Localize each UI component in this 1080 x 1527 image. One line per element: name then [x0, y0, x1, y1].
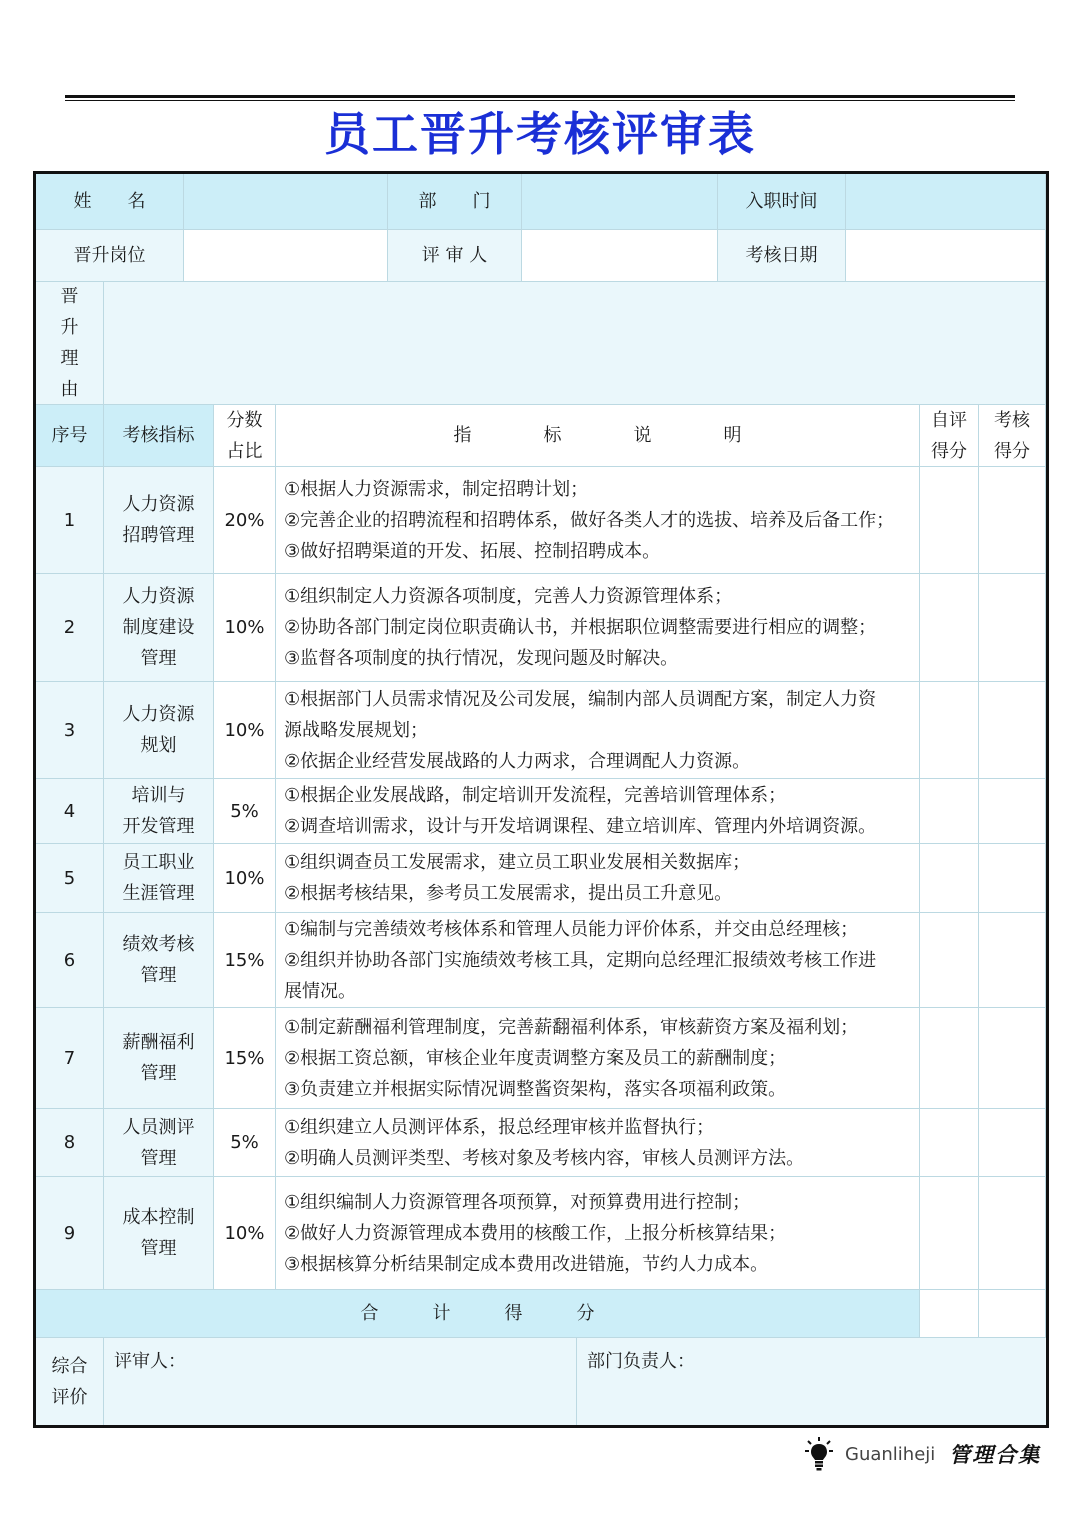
review-score-cell[interactable] — [979, 844, 1046, 913]
summary-label — [36, 1338, 104, 1425]
review-date-label: 考核日期 — [718, 230, 846, 282]
brand-english: Guanliheji — [845, 1443, 936, 1465]
row-description — [276, 574, 920, 682]
row-indicator — [104, 779, 214, 844]
reviewer-label: 评 审 人 — [388, 230, 522, 282]
row-description — [276, 682, 920, 779]
weight-header-line: 分数 — [226, 409, 263, 431]
reason-char: 升 — [60, 317, 79, 338]
description-line: ①编制与完善绩效考核体系和管理人员能力评价体系，并交由总经理核； — [284, 918, 859, 940]
description-line: ②调查培训需求，设计与开发培调课程、建立培训库、管理内外培调资源。 — [284, 816, 877, 837]
row-indicator — [104, 682, 214, 779]
self-score-cell[interactable] — [920, 779, 979, 844]
indicator-line: 管理 — [140, 965, 177, 986]
lightbulb-icon — [805, 1437, 833, 1471]
row-weight: 15% — [214, 1008, 276, 1109]
indicator-line: 人力资源 — [122, 586, 195, 607]
row-description — [276, 913, 920, 1008]
brand-footer — [805, 1436, 1041, 1472]
self-score-cell[interactable] — [920, 467, 979, 574]
description-line: ②完善企业的招聘流程和招聘体系，做好各类人才的选拔、培养及后备工作； — [284, 509, 895, 531]
indicator-line: 成本控制 — [122, 1207, 195, 1228]
row-indicator — [104, 574, 214, 682]
review-score-cell[interactable] — [979, 574, 1046, 682]
row-seq: 7 — [36, 1008, 104, 1109]
review-score-cell[interactable] — [979, 1177, 1046, 1290]
description-line: ②做好人力资源管理成本费用的核酸工作，上报分析核算结果； — [284, 1222, 787, 1244]
row-description — [276, 779, 920, 844]
description-line: ②依据企业经营发展战路的人力两求，合理调配人力资源。 — [284, 750, 751, 772]
row-seq: 5 — [36, 844, 104, 913]
self-score-header-line: 自评 — [931, 409, 967, 431]
review-score-cell[interactable] — [979, 1008, 1046, 1109]
row-seq: 8 — [36, 1109, 104, 1177]
weight-header — [214, 405, 276, 467]
description-line: ②根据考核结果，参考员工发展需求，提出员工升意见。 — [284, 883, 733, 904]
reason-field[interactable] — [104, 282, 1046, 405]
row-weight: 5% — [214, 1109, 276, 1177]
summary-label-line: 综合 — [51, 1355, 88, 1377]
row-indicator — [104, 844, 214, 913]
indicator-line: 管理 — [140, 1147, 177, 1169]
row-indicator — [104, 467, 214, 574]
self-score-cell[interactable] — [920, 574, 979, 682]
description-line: ①根据企业发展战路，制定培训开发流程，完善培训管理体系； — [284, 785, 787, 806]
description-line: ①根据人力资源需求，制定招聘计划； — [284, 478, 589, 500]
self-score-cell[interactable] — [920, 913, 979, 1008]
row-weight: 10% — [214, 682, 276, 779]
row-description — [276, 467, 920, 574]
row-indicator — [104, 913, 214, 1008]
row-seq: 2 — [36, 574, 104, 682]
reason-label — [36, 282, 104, 405]
review-score-cell[interactable] — [979, 779, 1046, 844]
reviewer-field[interactable] — [522, 230, 718, 282]
row-indicator — [104, 1008, 214, 1109]
indicator-line: 制度建设 — [122, 617, 195, 638]
summary-dept-head-field[interactable]: 部门负责人： — [577, 1338, 1046, 1425]
row-seq: 9 — [36, 1177, 104, 1290]
self-score-header — [920, 405, 979, 467]
self-score-header-line: 得分 — [931, 440, 967, 462]
description-line: ①组织建立人员测评体系，报总经理审核并监督执行； — [284, 1116, 715, 1138]
description-line: ③做好招聘渠道的开发、拓展、控制招聘成本。 — [284, 540, 661, 562]
indicator-line: 培训与 — [131, 785, 186, 806]
row-weight: 15% — [214, 913, 276, 1008]
weight-header-line: 占比 — [226, 440, 263, 462]
total-self-score-cell[interactable] — [920, 1290, 979, 1338]
description-line: ①组织制定人力资源各项制度，完善人力资源管理体系； — [284, 586, 733, 607]
self-score-cell[interactable] — [920, 682, 979, 779]
review-score-cell[interactable] — [979, 467, 1046, 574]
description-line: ②协助各部门制定岗位职责确认书，并根据职位调整需要进行相应的调整； — [284, 617, 877, 638]
row-description — [276, 1008, 920, 1109]
reason-char: 由 — [60, 379, 79, 400]
description-line: ②明确人员测评类型、考核对象及考核内容，审核人员测评方法。 — [284, 1147, 805, 1169]
indicator-line: 生涯管理 — [122, 883, 195, 904]
review-score-header — [979, 405, 1046, 467]
description-line: 展情况。 — [284, 980, 356, 1002]
review-score-cell[interactable] — [979, 913, 1046, 1008]
hire-date-field[interactable] — [846, 174, 1046, 230]
indicator-line: 管理 — [140, 1063, 177, 1084]
review-form-table — [33, 171, 1049, 1428]
description-header: 指 标 说 明 — [276, 405, 920, 467]
indicator-line: 规划 — [140, 735, 177, 756]
description-line: ①根据部门人员需求情况及公司发展，编制内部人员调配方案，制定人力资 — [284, 688, 877, 710]
reason-char: 晋 — [60, 286, 79, 307]
review-score-cell[interactable] — [979, 682, 1046, 779]
row-weight: 10% — [214, 844, 276, 913]
review-score-cell[interactable] — [979, 1109, 1046, 1177]
brand-chinese: 管理合集 — [949, 1442, 1042, 1467]
position-label: 晋升岗位 — [36, 230, 184, 282]
row-indicator — [104, 1177, 214, 1290]
description-line: ①制定薪酬福利管理制度，完善薪翻福利体系，审核薪资方案及福利划； — [284, 1016, 859, 1038]
indicator-line: 薪酬福利 — [122, 1032, 195, 1053]
indicator-line: 管理 — [140, 648, 177, 669]
indicator-header: 考核指标 — [104, 405, 214, 467]
row-indicator — [104, 1109, 214, 1177]
row-weight: 20% — [214, 467, 276, 574]
self-score-cell[interactable] — [920, 1109, 979, 1177]
description-line: ③监督各项制度的执行情况，发现问题及时解决。 — [284, 648, 679, 669]
dept-field[interactable] — [522, 174, 718, 230]
position-field[interactable] — [184, 230, 388, 282]
review-date-field[interactable] — [846, 230, 1046, 282]
description-line: ③负责建立并根据实际情况调整酱资架构，落实各项福利政策。 — [284, 1078, 787, 1100]
name-field[interactable] — [184, 174, 388, 230]
row-weight: 10% — [214, 1177, 276, 1290]
self-score-cell[interactable] — [920, 1177, 979, 1290]
row-weight: 5% — [214, 779, 276, 844]
self-score-cell[interactable] — [920, 1008, 979, 1109]
row-description — [276, 844, 920, 913]
row-description — [276, 1109, 920, 1177]
description-line: 源战略发展规划； — [284, 719, 428, 741]
indicator-line: 员工职业 — [122, 852, 195, 873]
dept-label: 部 门 — [388, 174, 522, 230]
indicator-line: 人员测评 — [122, 1116, 195, 1138]
indicator-line: 招聘管理 — [122, 525, 195, 546]
row-seq: 1 — [36, 467, 104, 574]
review-score-header-line: 考核 — [994, 409, 1030, 431]
description-line: ①组织编制人力资源管理各项预算，对预算费用进行控制； — [284, 1191, 751, 1213]
review-score-header-line: 得分 — [994, 440, 1030, 462]
row-seq: 4 — [36, 779, 104, 844]
page-title: 员工晋升考核评审表 — [324, 107, 756, 161]
description-line: ②根据工资总额，审核企业年度责调整方案及员工的薪酬制度； — [284, 1047, 787, 1069]
summary-label-line: 评价 — [51, 1386, 88, 1408]
row-weight: 10% — [214, 574, 276, 682]
total-score-label: 合 计 得 分 — [36, 1290, 920, 1338]
reason-char: 理 — [60, 348, 79, 369]
description-line: ①组织调查员工发展需求，建立员工职业发展相关数据库； — [284, 852, 751, 873]
row-description — [276, 1177, 920, 1290]
hire-date-label: 入职时间 — [718, 174, 846, 230]
indicator-line: 管理 — [140, 1238, 177, 1259]
name-label: 姓 名 — [36, 174, 184, 230]
indicator-line: 开发管理 — [122, 816, 195, 837]
total-review-score-cell[interactable] — [979, 1290, 1046, 1338]
indicator-line: 人力资源 — [122, 704, 195, 725]
description-line: ②组织并协助各部门实施绩效考核工具，定期向总经理汇报绩效考核工作进 — [284, 949, 877, 971]
self-score-cell[interactable] — [920, 844, 979, 913]
summary-reviewer-field[interactable]: 评审人： — [104, 1338, 577, 1425]
description-line: ③根据核算分析结果制定成本费用改进错施，节约人力成本。 — [284, 1253, 769, 1275]
indicator-line: 人力资源 — [122, 494, 195, 515]
seq-header: 序号 — [36, 405, 104, 467]
row-seq: 3 — [36, 682, 104, 779]
indicator-line: 绩效考核 — [122, 934, 195, 955]
row-seq: 6 — [36, 913, 104, 1008]
